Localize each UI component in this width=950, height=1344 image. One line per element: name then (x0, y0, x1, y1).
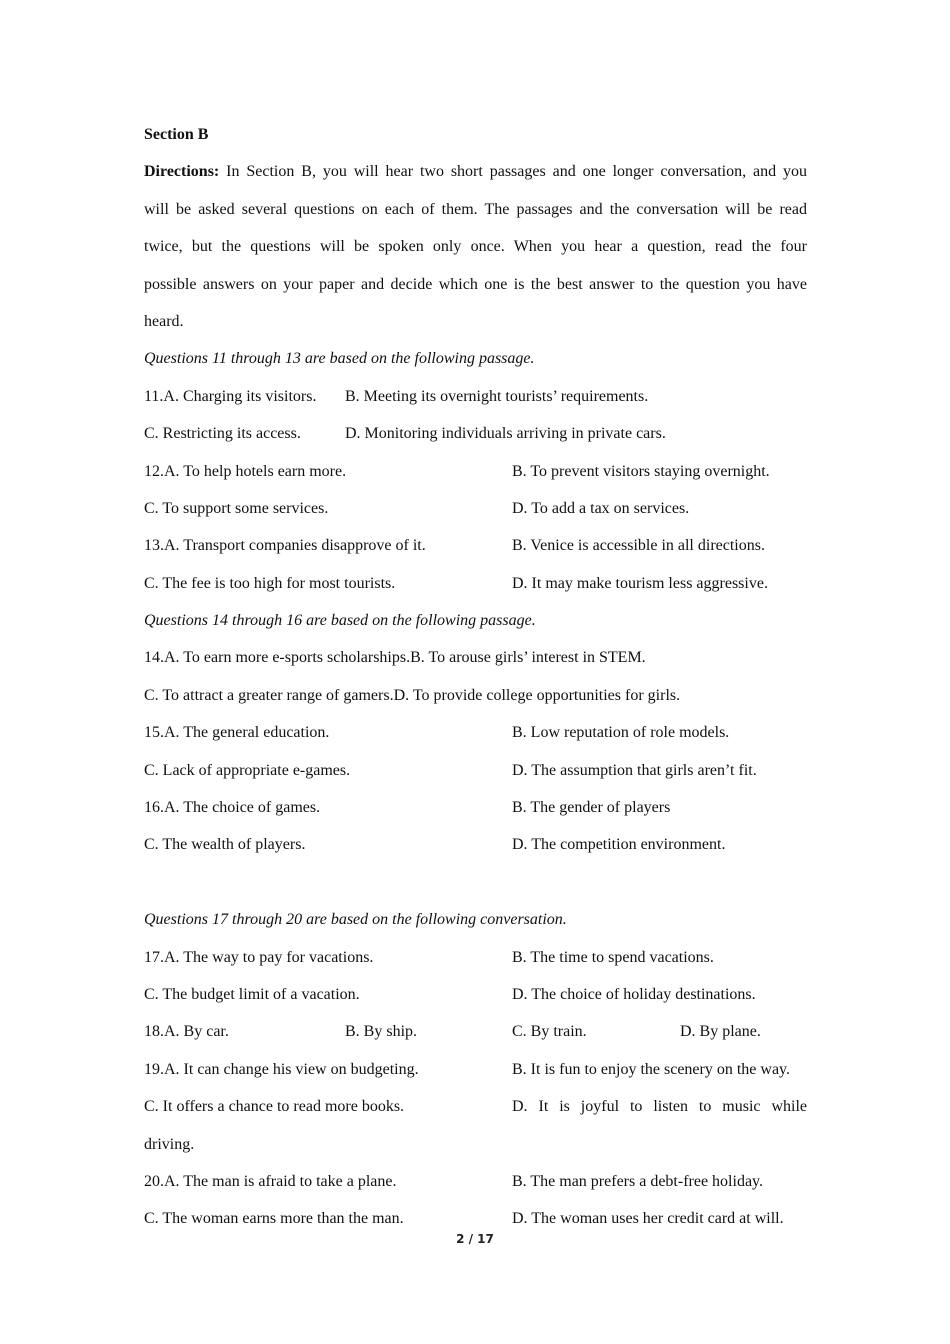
question-16-row-2 (144, 826, 807, 863)
q19-option-b: B. It is fun to enjoy the scenery on the way. (512, 1060, 791, 1078)
question-19-row-1 (144, 1051, 807, 1088)
q11-option-a: 11.A. Charging its visitors. (144, 387, 317, 405)
section-title: Section B (144, 126, 209, 143)
q17-option-c: C. The budget limit of a vacation. (144, 985, 360, 1003)
q17-option-b: B. The time to spend vacations. (512, 948, 714, 966)
q20-option-a: 20.A. The man is afraid to take a plane. (144, 1172, 397, 1190)
q11-option-d: D. Monitoring individuals arriving in private cars. (345, 425, 666, 443)
question-13-row-2 (144, 565, 807, 602)
question-11-row-2 (144, 415, 807, 452)
q16-option-a: 16.A. The choice of games. (144, 799, 321, 817)
question-12-row-2 (144, 490, 807, 527)
q18-option-a: 18.A. By car. (144, 1023, 229, 1041)
question-14-row-2: C. To attract a greater range of gamers.D. To provide college opportunities for girls. (144, 686, 681, 704)
q12-option-c: C. To support some services. (144, 499, 329, 517)
q15-option-c: C. Lack of appropriate e-games. (144, 761, 351, 779)
q12-option-a: 12.A. To help hotels earn more. (144, 462, 347, 480)
q16-option-d: D. The competition environment. (512, 836, 726, 854)
q12-option-d: D. To add a tax on services. (512, 499, 690, 517)
q20-option-d: D. The woman uses her credit card at will. (512, 1210, 784, 1228)
q18-option-d: D. By plane. (680, 1023, 761, 1041)
q17-option-a: 17.A. The way to pay for vacations. (144, 948, 374, 966)
directions-line-3: twice, but the questions will be spoken only once. When you hear a question, read the four (144, 238, 807, 256)
q18-option-c: C. By train. (512, 1023, 587, 1041)
question-17-row-1 (144, 939, 807, 976)
q20-option-c: C. The woman earns more than the man. (144, 1210, 404, 1228)
directions-label: Directions: (144, 163, 220, 181)
question-19-row-3: driving. (144, 1135, 195, 1153)
spacer (144, 864, 807, 901)
q11-option-b: B. Meeting its overnight tourists’ requirements. (345, 387, 649, 405)
q16-option-b: B. The gender of players (512, 799, 671, 817)
q11-option-c: C. Restricting its access. (144, 425, 301, 443)
q20-option-b: B. The man prefers a debt-free holiday. (512, 1172, 764, 1190)
q13-option-b: B. Venice is accessible in all directions. (512, 537, 765, 555)
q19-option-a: 19.A. It can change his view on budgeting. (144, 1060, 419, 1078)
question-14-row-1: 14.A. To earn more e-sports scholarships.B. To arouse girls’ interest in STEM. (144, 649, 646, 667)
q15-option-d: D. The assumption that girls aren’t fit. (512, 761, 757, 779)
question-12-row-1 (144, 453, 807, 490)
page-number: 2 / 17 (456, 1232, 494, 1246)
question-19-row-2 (144, 1088, 807, 1125)
group3-instruction: Questions 17 through 20 are based on the following conversation. (144, 911, 567, 929)
question-15-row-2 (144, 752, 807, 789)
question-17-row-2 (144, 976, 807, 1013)
question-13-row-1 (144, 527, 807, 564)
question-11-row-1 (144, 378, 807, 415)
q17-option-d: D. The choice of holiday destinations. (512, 985, 756, 1003)
q13-option-a: 13.A. Transport companies disapprove of it. (144, 537, 426, 555)
directions-line-1 (144, 153, 807, 190)
q13-option-d: D. It may make tourism less aggressive. (512, 574, 768, 592)
q15-option-b: B. Low reputation of role models. (512, 724, 730, 742)
question-18-row (144, 1013, 807, 1050)
question-20-row-1 (144, 1163, 807, 1200)
directions-text-1: In Section B, you will hear two short passages and one longer conversation, and you (226, 163, 808, 181)
exam-page-content (144, 116, 807, 1238)
directions-line-2: will be asked several questions on each of them. The passages and the conversation will be read (144, 200, 807, 218)
q12-option-b: B. To prevent visitors staying overnight. (512, 462, 770, 480)
question-15-row-1 (144, 714, 807, 751)
question-16-row-1 (144, 789, 807, 826)
directions-line-5: heard. (144, 312, 184, 330)
group2-instruction: Questions 14 through 16 are based on the following passage. (144, 612, 536, 630)
q16-option-c: C. The wealth of players. (144, 836, 306, 854)
q15-option-a: 15.A. The general education. (144, 724, 330, 742)
q19-option-c: C. It offers a chance to read more books. (144, 1098, 405, 1116)
q18-option-b: B. By ship. (345, 1023, 418, 1041)
q13-option-c: C. The fee is too high for most tourists. (144, 574, 396, 592)
directions-line-4: possible answers on your paper and decide which one is the best answer to the question you have (144, 275, 807, 293)
group1-instruction: Questions 11 through 13 are based on the following passage. (144, 350, 535, 368)
q19-option-d: D. It is joyful to listen to music while (512, 1098, 807, 1116)
